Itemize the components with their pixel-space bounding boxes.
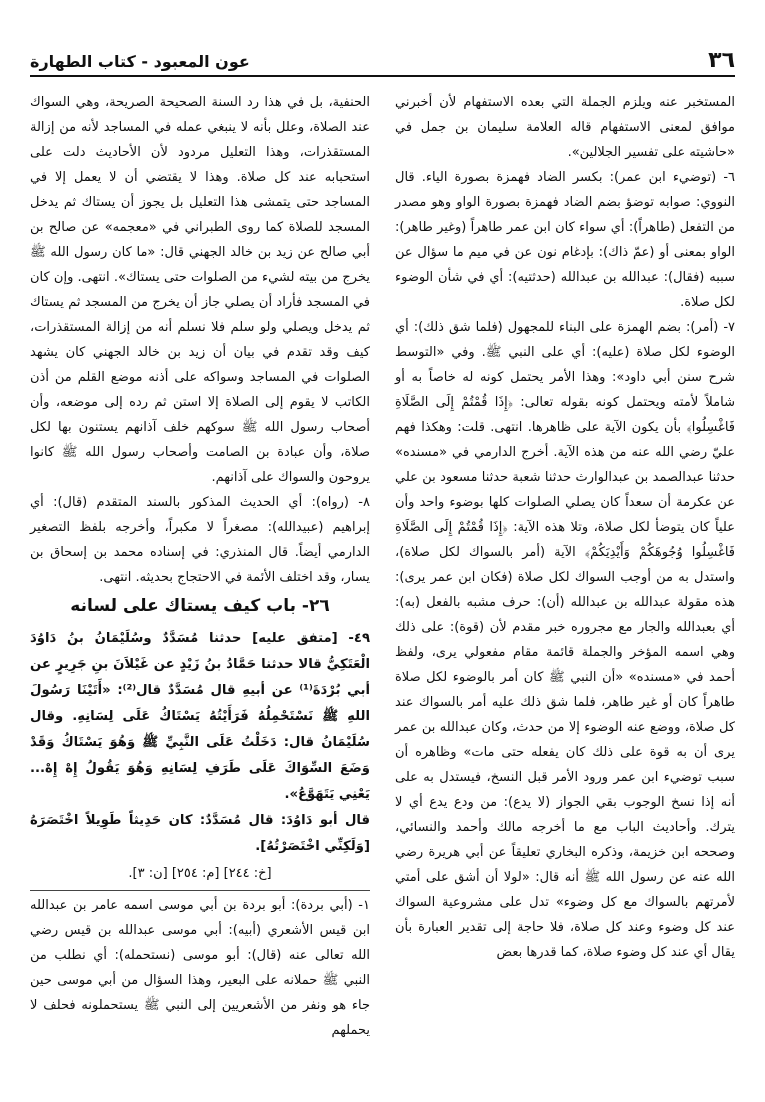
header-rule — [30, 75, 735, 77]
paragraph: ٧- (أمر): بضم الهمزة على البناء للمجهول (فلما شق ذلك): أي الوضوء لكل صلاة (عليه): أي على النبي ﷺ. وفي «التوسط شرح سنن أبي داود»: وهذا الأمر يحتمل كونه له خاصاً به أو شاملاً لأمته ويحتمل كونه بقوله تعالى: ﴿إِذَا قُمْتُمْ إِلَى الصَّلَاةِ فَاغْسِلُوا﴾ بأن يكون الآية على ظاهرها. انتهى. قلت: وهكذا فهم عليّ رضي الله عنه من هذه الآية. أخرج الدارمي في «مسنده» حدثنا عبدالصمد بن عبدالوارث حدثنا شعبة حدثنا مسعود بن علي عن عكرمة أن سعداً كان يصلي الصلوات كلها بوضوء واحد وأن علياً كان يتوضأ لكل صلاة، وتلا هذه الآية: ﴿إِذَا قُمْتُمْ إِلَى الصَّلَاةِ فَاغْسِلُوا وُجُوهَكُمْ وَأَيْدِيَكُمْ﴾ الآية (أمر بالسواك لكل صلاة)، واستدل به من أوجب السواك لكل صلاة (فكان ابن عمر يرى): هذه مقولة عبدالله بن عبدالله (أن): حرف مشبه بالفعل (به): أي بعبدالله والجار مع مجروره خبر مقدم لأن (قوة): على ذلك وهي اسمه المؤخر والجملة قائمة مقام مفعولي يرى، ولفظ أحمد في «مسنده» «أن النبي ﷺ كان أمر بالوضوء لكل صلاة طاهراً كان أو غير طاهر، فلما شق ذلك عليه أمر بالسواك عند كل صلاة، ووضع عنه الوضوء إلا من حدث، وكان عبدالله بن عمر يرى أن به قوة على ذلك كان يفعله حتى مات» وظاهره أن سبب توضيء ابن عمر ورود الأمر قبل النسخ، فيستدل به على أنه إذا نسخ الوجوب بقي الجواز (لا يدع): من ودع يدع أي لا يترك. وأحاديث الباب مع ما أخرجه مالك وأحمد والنسائي، وصححه ابن خزيمة، وذكره البخاري تعليقاً عن أبي هريرة رضي الله عنه عن رسول الله ﷺ أنه قال: «لولا أن أشق على أمتي لأمرتهم بالسواك مع كل وضوء» تدل على مشروعية السواك عند كل وضوء وعند كل صلاة، فلا حاجة إلى تقدير العبارة بأن يقال أي عند كل وضوء صلاة، كما قدرها بعض — [395, 320, 735, 960]
paragraph: الحنفية، بل في هذا رد السنة الصحيحة الصريحة، وهي السواك عند الصلاة، وعلل بأنه لا ينبغي عمله في المساجد لأنه من إزالة المستقذرات، وهذا التعليل مردود لأن الأحاديث دلت على استحبابه عند كل صلاة. وهذا لا يقتضي أن لا يعمل إلا في المساجد حتى يتمشى هذا التعليل بل يجوز أن يستاك ثم يدخل المسجد للصلاة كما روى الطبراني في «معجمه» عن صالح بن أبي صالح عن زيد بن خالد الجهني قال: «ما كان رسول الله ﷺ يخرج من بيته لشيء من الصلوات حتى يستاك». انتهى. وإن كان في المسجد فأراد أن يصلي جاز أن يخرج من المسجد ثم يستاك ثم يدخل ويصلي ولو سلم فلا نسلم أنه من إزالة المستقذرات، كيف وقد تقدم في بيان أن زيد بن خالد الجهني كان يشهد الصلوات في المساجد وسواكه على أذنه موضع القلم من أذن الكاتب لا يقوم إلى الصلاة إلا استن ثم رده إلى موضعه، وأن أصحاب رسول الله ﷺ سوكهم خلف آذانهم يستنون بها لكل صلاة، وأن عبادة بن الصامت وأصحاب رسول الله ﷺ كانوا يروحون والسواك على آذانهم. — [30, 95, 370, 485]
paragraph: ٦- (توضيء ابن عمر): بكسر الضاد فهمزة بصورة الياء. قال النووي: صوابه توضؤ بضم الضاد فهمزة بصورة الواو وهو مصدر من التفعل (طاهراً): أي سواء كان ابن عمر طاهراً (وغير طاهر): الواو بمعنى أو (عمّ ذاك): بإدغام نون عن في ميم ما سؤال عن سببه (فقال): عبدالله بن عبدالله (حدثتيه): أي في شأن الوضوء لكل صلاة. — [395, 170, 735, 310]
page-header — [30, 48, 735, 74]
commentary-paragraph: ١- (أبي بردة): أبو بردة بن أبي موسى اسمه عامر بن عبدالله ابن قيس الأشعري (أبيه): أبي موسى عبدالله بن قيس رضي الله تعالى عنه (قال): أبو موسى (نستحمله): أي نطلب من النبي ﷺ حملانه على البعير، وهذا السؤال من أبي موسى حين جاء هو ونفر من الأشعريين إلى النبي ﷺ يستحملونه فحلف لا يحملهم — [30, 898, 370, 1038]
divider — [30, 890, 370, 891]
hadith-reference: [خ: ٢٤٤] [م: ٢٥٤] [ن: ٣]. — [128, 866, 272, 881]
right-column — [395, 90, 735, 965]
hadith-text: ٤٩- [متفق عليه] حدثنا مُسَدَّدٌ وسُلَيْمَانُ بنُ دَاوُدَ الْعَتَكِيُّ قالا حدثنا حَمَّادُ بنُ زَيْدٍ عن غَيْلاَنَ بنِ جَرِيرٍ عن أبي بُرْدَةَ⁽¹⁾ عن أبيهِ قال مُسَدَّدٌ قال⁽²⁾: «أَتَيْنَا رَسُولَ اللهِ ﷺ نَسْتَحْمِلُهُ فَرَأَيْتُهُ يَسْتَاكُ عَلَى لِسَانِهِ. وقال سُلَيْمَانُ قال: دَخَلْتُ عَلَى النَّبِيِّ ﷺ وَهُوَ يَسْتَاكُ وَقَدْ وَضَعَ السِّوَاكَ عَلَى طَرَفِ لِسَانِهِ وَهُوَ يَقُولُ إِهْ إِهْ... يَعْنِي يَتَهَوَّعُ». — [30, 631, 370, 802]
left-column — [30, 90, 370, 1043]
paragraph: المستخبر عنه ويلزم الجملة التي بعده الاستفهام لأن أخبرني موافق لمعنى الاستفهام قاله العلامة سليمان بن جمل في «حاشيته على تفسير الجلالين». — [395, 95, 735, 160]
hadith-text: قال أبو دَاوُدَ: قال مُسَدَّدٌ: كان حَدِيثاً طَوِيلاً اخْتَصَرَهُ [وَلَكِنِّي اخْتَصَرْتُهُ]. — [30, 813, 370, 854]
paragraph: ٨- (رواه): أي الحديث المذكور بالسند المتقدم (قال): أي إبراهيم (عبيدالله): مصغراً لا مكبراً، وأخرجه بلفظ التصغير الدارمي أيضاً. قال المنذري: في إسناده محمد بن إسحاق بن يسار، وقد اختلف الأئمة في الاحتجاج بحديثه. انتهى. — [30, 495, 370, 585]
page-number: ٣٦ — [708, 48, 735, 73]
chapter-heading: ٢٦- باب كيف يستاك على لسانه — [70, 596, 330, 616]
running-title: عون المعبود - كتاب الطهارة — [30, 52, 250, 71]
